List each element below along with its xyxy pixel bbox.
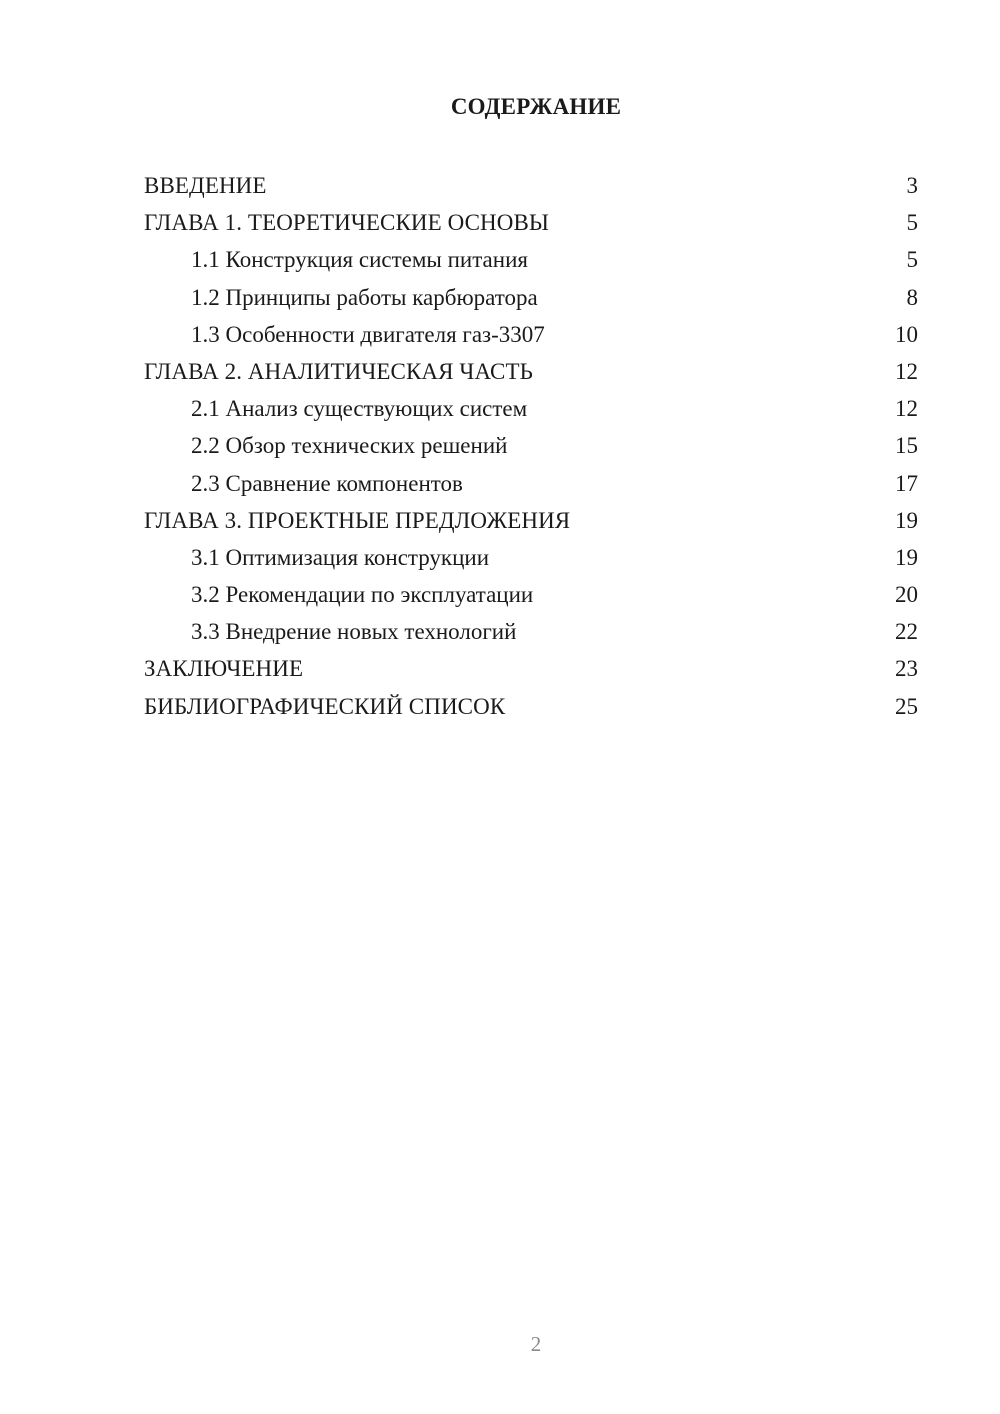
toc-subentry-page: 8 [906,284,918,310]
toc-entry-label: ГЛАВА 2. АНАЛИТИЧЕСКАЯ ЧАСТЬ [144,358,533,384]
toc-subentry[interactable] [144,465,918,502]
toc-subentry-page: 20 [895,582,918,608]
toc-subentry[interactable] [144,316,918,353]
toc-subentry-label: 3.3 Внедрение новых технологий [191,619,517,645]
toc-subentry[interactable] [144,613,918,650]
toc-subentry-page: 22 [895,619,918,645]
toc-entry-page: 23 [895,656,918,682]
toc-subentry-label: 3.2 Рекомендации по эксплуатации [191,582,534,608]
toc-subentry-page: 10 [895,321,918,347]
toc-entry[interactable] [144,502,918,539]
toc-subentry-page: 19 [895,544,918,570]
toc-entry-label: ГЛАВА 3. ПРОЕКТНЫЕ ПРЕДЛОЖЕНИЯ [144,507,571,533]
toc-subentry-page: 17 [895,470,918,496]
toc-subentry[interactable] [144,539,918,576]
toc-entry-page: 3 [906,173,918,198]
toc-subentry-label: 2.1 Анализ существующих систем [191,396,528,422]
toc-entry-label: ЗАКЛЮЧЕНИЕ [144,656,304,682]
page-number: 2 [530,1332,542,1356]
toc-entry-page: 12 [895,358,918,384]
toc-entry-label: ГЛАВА 1. ТЕОРЕТИЧЕСКИЕ ОСНОВЫ [144,210,550,236]
toc-subentry-label: 1.3 Особенности двигателя газ-3307 [191,321,545,347]
toc-entry[interactable] [144,204,918,241]
toc-subentry-label: 2.3 Сравнение компонентов [191,470,463,496]
toc-subentry[interactable] [144,241,918,278]
toc-subentry[interactable] [144,279,918,316]
toc-entry[interactable] [144,353,918,390]
toc-subentry[interactable] [144,427,918,464]
toc-subentry[interactable] [144,576,918,613]
toc-entry[interactable] [144,167,918,204]
toc-entry[interactable] [144,650,918,687]
toc-subentry[interactable] [144,390,918,427]
toc-subentry-page: 15 [895,433,918,459]
toc-subentry-page: 12 [895,396,918,422]
toc-subentry-label: 3.1 Оптимизация конструкции [191,544,490,570]
toc-subentry-label: 1.1 Конструкция системы питания [191,247,528,273]
toc-subentry-page: 5 [906,247,918,273]
toc-entry-page: 25 [895,693,918,719]
toc-entry-label: ВВЕДЕНИЕ [144,173,267,198]
toc-subentry-label: 1.2 Принципы работы карбюратора [191,284,538,310]
toc-subentry-label: 2.2 Обзор технических решений [191,433,508,459]
toc-entry[interactable] [144,688,918,725]
toc-entry-label: БИБЛИОГРАФИЧЕСКИЙ СПИСОК [144,693,506,719]
page-title: СОДЕРЖАНИЕ [450,94,622,119]
table-of-contents [144,167,918,725]
toc-entry-page: 19 [895,507,918,533]
toc-entry-page: 5 [906,210,918,236]
